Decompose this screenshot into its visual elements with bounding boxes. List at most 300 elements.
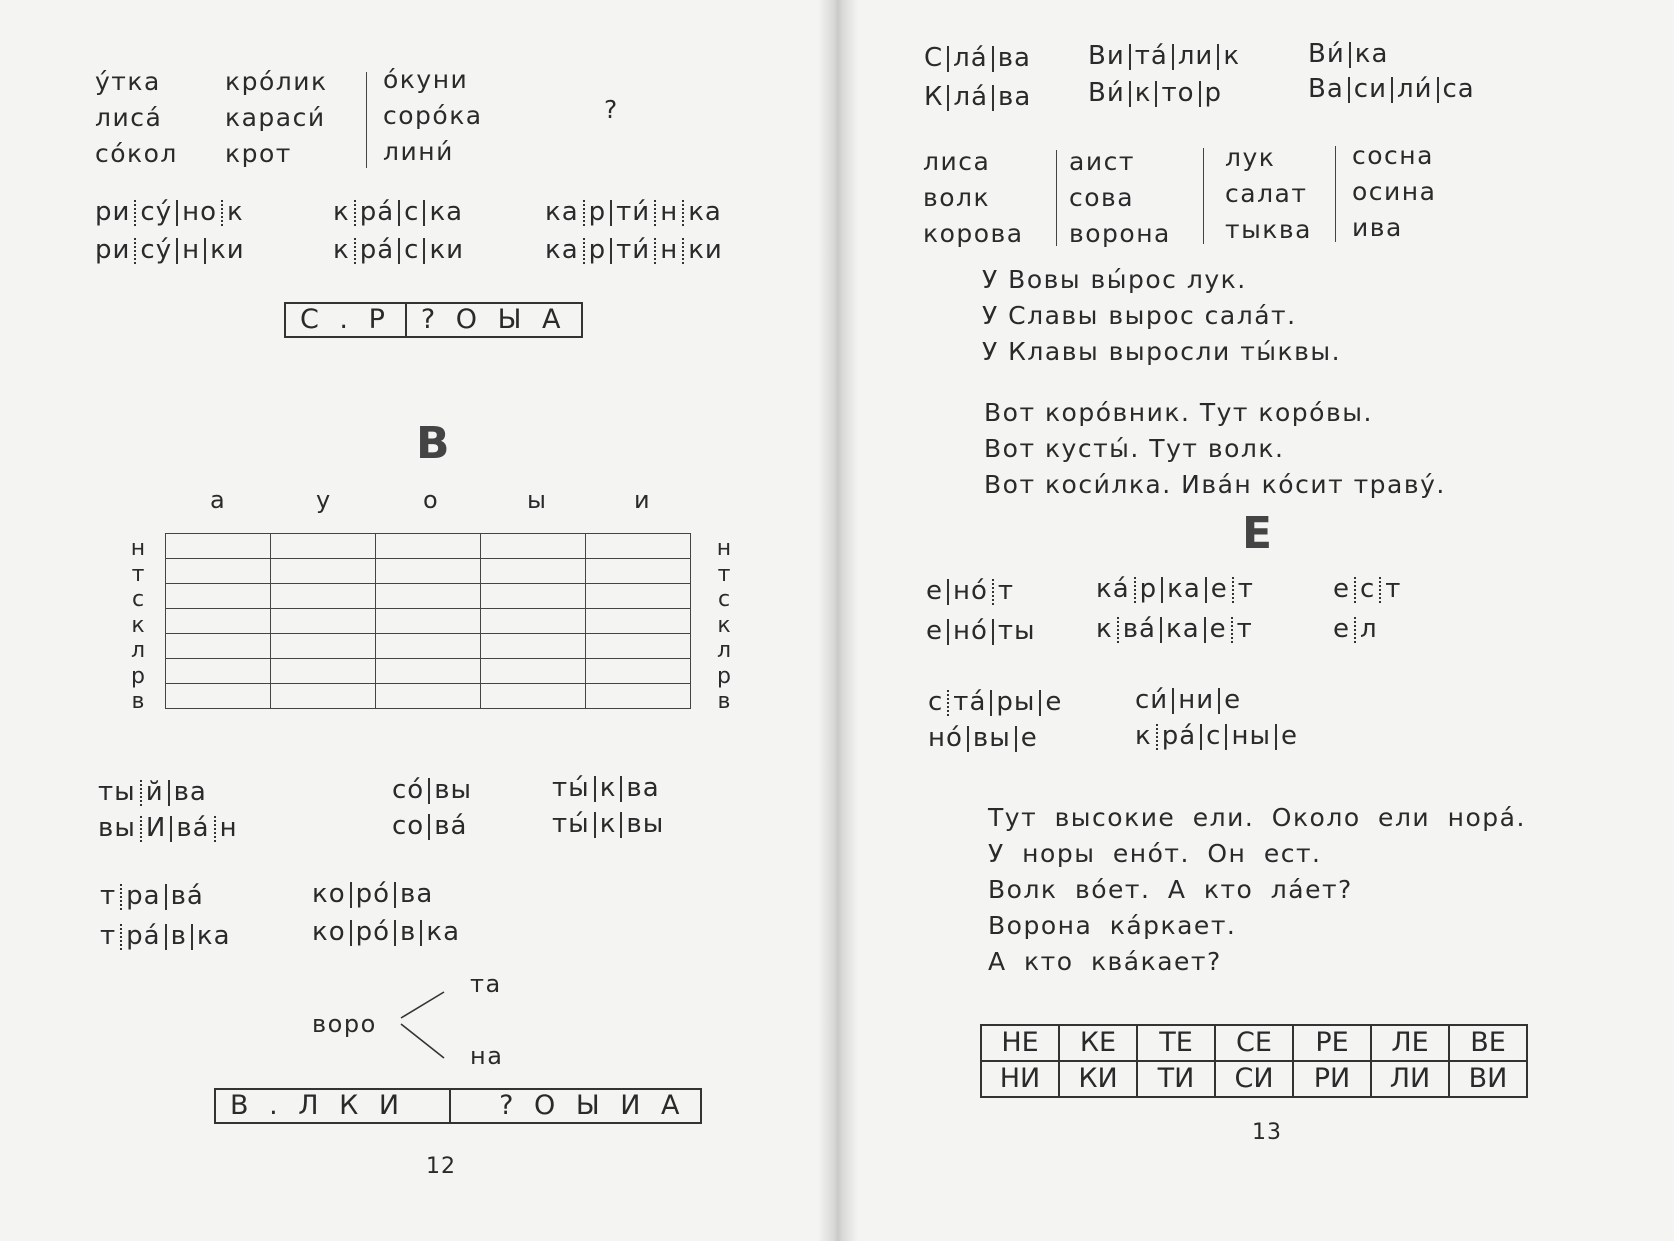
syllable: та́ — [1134, 41, 1168, 71]
grid-cell — [481, 584, 586, 609]
syllable-divider — [594, 776, 596, 802]
syllable-divider-dotted — [140, 780, 142, 806]
consonant: к — [717, 612, 731, 638]
grid-cell — [586, 634, 691, 659]
syllable: ка — [1354, 39, 1389, 69]
grid-cell — [481, 684, 586, 709]
syllable: е — [1210, 574, 1228, 604]
syllable: ны — [1231, 721, 1271, 751]
syllable-word — [552, 809, 664, 839]
sentence: У Клавы выросли ты́квы. — [982, 337, 1342, 366]
syllable: ва — [400, 879, 434, 909]
syllable: ри — [95, 235, 131, 265]
syllable-cell: СЕ — [1215, 1025, 1293, 1061]
syllable: ка — [1165, 614, 1200, 644]
section-letter: В — [416, 418, 450, 469]
syllable-name — [1308, 39, 1388, 69]
grid-row — [166, 559, 691, 584]
syllable-table — [980, 1024, 1528, 1098]
syllable-divider — [1129, 81, 1131, 107]
syllable: И — [145, 813, 167, 843]
grid-cell — [166, 634, 271, 659]
puzzle-vowels: ? О Ы А — [405, 304, 581, 336]
word: аист — [1069, 147, 1135, 176]
syllable-divider — [165, 884, 167, 910]
syllable: ты́ — [552, 809, 590, 839]
word: со́кол — [95, 139, 178, 168]
syllable-divider-dotted — [134, 200, 136, 226]
word-column-2 — [225, 64, 328, 172]
word: волк — [923, 183, 991, 212]
syllable: вы — [98, 813, 136, 843]
word: кро́лик — [225, 67, 328, 96]
syllable-divider — [620, 776, 622, 802]
grid-cell — [481, 534, 586, 559]
syllable-divider — [947, 619, 949, 645]
syllable: ли́ — [1396, 74, 1433, 104]
consonant: н — [716, 536, 732, 561]
syllable-divider — [1199, 81, 1201, 107]
syllable: н — [660, 235, 679, 265]
grid-cell — [586, 609, 691, 634]
grid-cell — [166, 584, 271, 609]
word: ворона — [1069, 219, 1171, 248]
vowel-header: ы — [527, 486, 546, 514]
syllable: ки — [688, 235, 723, 265]
syllable: ка́ — [1096, 574, 1130, 604]
story-line: У норы ено́т. Он ест. — [988, 839, 1322, 868]
syllable-divider — [350, 920, 352, 946]
syllable-divider-dotted — [1354, 617, 1356, 643]
syllable: с — [404, 197, 420, 227]
syllable: ра — [126, 881, 161, 911]
syllable-divider — [1200, 724, 1202, 750]
column-divider — [366, 72, 367, 168]
branch-stem: воро — [312, 1010, 377, 1038]
syllable-divider-dotted — [992, 579, 994, 605]
syllable: н — [182, 235, 201, 265]
word: соро́ка — [383, 101, 483, 130]
syllable: н — [219, 813, 238, 843]
syllable-divider-dotted — [654, 238, 656, 264]
syllable: ва́ — [176, 813, 210, 843]
consonant: н — [130, 536, 146, 561]
consonant-column-left — [126, 536, 150, 715]
word: осина — [1352, 177, 1437, 206]
grid-cell — [586, 584, 691, 609]
syllable: с — [1206, 721, 1222, 751]
syllable: ри — [95, 197, 131, 227]
syllable-divider-dotted — [354, 200, 356, 226]
syllable-divider — [394, 882, 396, 908]
syllable-divider-dotted — [134, 238, 136, 264]
grid-row — [166, 684, 691, 709]
syllable-divider — [168, 780, 170, 806]
syllable: ко — [312, 879, 346, 909]
syllable: н — [660, 197, 679, 227]
sentence: У Славы вырос сала́т. — [982, 301, 1297, 330]
syllable: Ви́ — [1308, 39, 1345, 69]
story-line: Тут высокие ели. Около ели нора́. — [988, 803, 1526, 832]
consonant: л — [130, 638, 146, 663]
syllable-divider — [1205, 577, 1207, 603]
syllable-divider-dotted — [120, 884, 122, 910]
word: лук — [1225, 143, 1276, 172]
syllable-cell: ВЕ — [1449, 1025, 1527, 1061]
story-line: Ворона ка́ркает. — [988, 911, 1237, 940]
syllable-divider — [1161, 577, 1163, 603]
grid-row — [166, 534, 691, 559]
syllable: е — [1280, 721, 1298, 751]
consonant: к — [131, 612, 145, 638]
syllable: ва́ — [434, 811, 468, 841]
syllable-cell: СИ — [1215, 1061, 1293, 1097]
puzzle-consonants: С . Р — [300, 304, 391, 335]
syllable-word — [1333, 614, 1378, 644]
syllable-divider — [1015, 726, 1017, 752]
syllable: ва́ — [1122, 614, 1156, 644]
vowel-header: о — [423, 486, 438, 514]
grid-cell — [271, 659, 376, 684]
syllable: но́ — [928, 723, 963, 753]
syllable: ра́ — [359, 197, 395, 227]
syllable-cell: РИ — [1293, 1061, 1371, 1097]
syllable-divider — [1437, 77, 1439, 103]
word: караси́ — [225, 103, 326, 132]
syllable: к — [599, 773, 617, 803]
syllable: е — [1045, 687, 1063, 717]
consonant: р — [717, 663, 731, 689]
syllable-divider — [420, 920, 422, 946]
syllable: но́ — [953, 576, 988, 606]
syllable-cell: КИ — [1059, 1061, 1137, 1097]
syllable-divider — [428, 814, 430, 840]
syllable-divider — [394, 920, 396, 946]
syllable-cell: ЛЕ — [1371, 1025, 1449, 1061]
syllable-divider — [992, 619, 994, 645]
word: у́тка — [95, 67, 161, 96]
syllable: к — [227, 197, 244, 227]
syllable-divider — [620, 812, 622, 838]
syllable-word — [333, 197, 463, 227]
word-column-3 — [1225, 140, 1312, 248]
syllable-divider-dotted — [1134, 577, 1136, 603]
syllable-word — [98, 777, 207, 807]
grid-cell — [481, 634, 586, 659]
consonant: с — [717, 587, 731, 612]
syllable: си́ — [1135, 685, 1169, 715]
grid-cell — [586, 559, 691, 584]
syllable: ты́ — [552, 773, 590, 803]
syllable: ты — [997, 616, 1036, 646]
syllable-divider — [423, 238, 425, 264]
question-mark: ? — [604, 95, 619, 124]
syllable-word — [392, 811, 467, 841]
consonant: р — [131, 663, 145, 689]
grid-cell — [271, 584, 376, 609]
syllable-divider — [1160, 617, 1162, 643]
vowel-header: и — [634, 486, 650, 514]
consonant: т — [717, 561, 731, 587]
grid-cell — [586, 684, 691, 709]
story-line: Волк во́ет. А кто ла́ет? — [988, 875, 1353, 904]
syllable: к — [1134, 78, 1152, 108]
syllable-name — [924, 43, 1031, 73]
syllable: с — [928, 687, 944, 717]
syllable-word — [1135, 721, 1298, 751]
puzzle-consonants: В . Л К И — [230, 1090, 406, 1121]
syllable-divider — [170, 816, 172, 842]
syllable: Ви — [1088, 41, 1125, 71]
grid-cell — [481, 559, 586, 584]
syllable-divider — [398, 238, 400, 264]
syllable-divider-dotted — [583, 200, 585, 226]
syllable-divider-dotted — [221, 200, 223, 226]
syllable-divider — [176, 200, 178, 226]
grid-cell — [376, 584, 481, 609]
grid-cell — [271, 634, 376, 659]
syllable: ки — [429, 235, 465, 265]
syllable-divider-dotted — [682, 200, 684, 226]
page-number: 13 — [1252, 1120, 1282, 1145]
section-letter: Е — [1242, 508, 1273, 559]
syllable-divider — [1225, 724, 1227, 750]
syllable-divider — [1039, 690, 1041, 716]
column-divider — [1335, 146, 1336, 242]
syllable: ва́ — [170, 881, 204, 911]
syllable-word — [545, 235, 723, 265]
syllable: су́ — [140, 235, 173, 265]
syllable: ра́ — [1161, 721, 1197, 751]
letter-puzzle-box — [214, 1088, 702, 1124]
story-block — [988, 800, 1526, 980]
grid-cell — [376, 684, 481, 709]
syllable: ро́ — [355, 879, 391, 909]
word: сосна — [1352, 141, 1434, 170]
syllable: к — [1135, 721, 1152, 751]
syllable: ка — [545, 197, 579, 227]
syllable: ра́ — [359, 235, 395, 265]
grid-cell — [271, 684, 376, 709]
syllable-divider — [423, 200, 425, 226]
grid-row — [166, 634, 691, 659]
syllable: су́ — [140, 197, 173, 227]
syllable-divider — [1129, 44, 1131, 70]
word-column-3 — [383, 62, 483, 170]
word: крот — [225, 139, 292, 168]
syllable: т — [100, 921, 117, 951]
syllable-name — [1088, 78, 1222, 108]
sentences-block — [984, 395, 1446, 503]
syllable: вы — [972, 723, 1011, 753]
word: лини́ — [383, 137, 454, 166]
syllable: ты — [98, 777, 136, 807]
syllable: к — [1223, 41, 1241, 71]
grid-cell — [271, 534, 376, 559]
syllable-divider — [947, 579, 949, 605]
syllable-word — [312, 917, 460, 947]
column-divider — [1056, 150, 1057, 246]
sentence: Вот коси́лка. Ива́н ко́сит траву́. — [984, 470, 1446, 499]
syllable-divider — [992, 46, 994, 72]
grid-cell — [166, 659, 271, 684]
puzzle-vowels: ? О Ы И А — [449, 1090, 699, 1122]
grid-cell — [376, 634, 481, 659]
syllable: ка — [545, 235, 579, 265]
syllable: р — [588, 197, 607, 227]
syllable-divider — [191, 924, 193, 950]
syllable: т — [1237, 574, 1254, 604]
syllable-divider — [1204, 617, 1206, 643]
sentence: Вот кусты́. Тут волк. — [984, 434, 1285, 463]
syllable-cell: НИ — [981, 1061, 1059, 1097]
word: сова — [1069, 183, 1135, 212]
syllable-divider-dotted — [1117, 617, 1119, 643]
syllable: р — [1204, 78, 1223, 108]
syllable-word — [926, 616, 1036, 646]
syllable: т — [997, 576, 1015, 606]
grid-row — [166, 584, 691, 609]
grid-cell — [586, 534, 691, 559]
syllable: к — [599, 809, 617, 839]
syllable-divider — [610, 238, 612, 264]
syllable: ва — [998, 82, 1032, 112]
grid-cell — [271, 559, 376, 584]
syllable: та́ — [953, 687, 987, 717]
grid-cell — [481, 609, 586, 634]
syllable: к — [333, 197, 350, 227]
syllable: ли — [1177, 41, 1214, 71]
syllable-word — [1096, 574, 1254, 604]
syllable-cell: НЕ — [981, 1025, 1059, 1061]
syllable: ра́ — [126, 921, 161, 951]
syllable-divider-dotted — [947, 690, 949, 716]
syllable-row-top — [981, 1025, 1527, 1061]
syllable: ка — [429, 197, 464, 227]
syllable: в — [170, 921, 187, 951]
grid-cell — [166, 684, 271, 709]
syllable-divider-dotted — [120, 924, 122, 950]
syllable: т — [1385, 574, 1402, 604]
syllable: е — [1224, 685, 1242, 715]
page-number: 12 — [426, 1154, 456, 1179]
syllable: ка — [688, 197, 722, 227]
syllable-name — [1088, 41, 1240, 71]
syllable-divider — [1348, 77, 1350, 103]
syllable: К — [924, 82, 944, 112]
syllable-divider — [204, 238, 206, 264]
syllable-divider — [1391, 77, 1393, 103]
syllable-grid — [165, 533, 691, 709]
grid-row — [166, 609, 691, 634]
syllable-cell: КЕ — [1059, 1025, 1137, 1061]
grid-cell — [376, 609, 481, 634]
consonant: т — [131, 561, 145, 587]
syllable: Ва — [1308, 74, 1344, 104]
syllable: е — [926, 576, 943, 606]
syllable-word — [545, 197, 722, 227]
syllable: вы — [626, 809, 665, 839]
syllable-name — [924, 82, 1031, 112]
syllable: ка — [196, 921, 231, 951]
syllable: е — [1020, 723, 1038, 753]
syllable-word — [392, 775, 472, 805]
sentences-block — [982, 262, 1341, 370]
syllable-divider-dotted — [140, 816, 142, 842]
syllable: ва — [173, 777, 207, 807]
syllable-cell: РЕ — [1293, 1025, 1371, 1061]
consonant-column-right — [712, 536, 736, 715]
syllable-word — [312, 879, 433, 909]
syllable-divider — [165, 924, 167, 950]
syllable-divider — [176, 238, 178, 264]
syllable: си — [1353, 74, 1387, 104]
syllable-divider — [398, 200, 400, 226]
syllable-divider-dotted — [682, 238, 684, 264]
syllable: ка — [1167, 574, 1201, 604]
syllable-word — [100, 881, 204, 911]
syllable-divider-dotted — [354, 238, 356, 264]
syllable-cell: ТЕ — [1137, 1025, 1215, 1061]
syllable: но́ — [953, 616, 988, 646]
syllable: ко — [312, 917, 346, 947]
syllable-word — [1333, 574, 1401, 604]
syllable-cell: ЛИ — [1371, 1061, 1449, 1097]
syllable: ла́ — [953, 82, 989, 112]
syllable: Ви́ — [1088, 78, 1125, 108]
syllable-word — [333, 235, 464, 265]
sentence: Вот коро́вник. Тут коро́вы. — [984, 398, 1373, 427]
story-line: А кто ква́кает? — [988, 947, 1222, 976]
syllable-divider — [1218, 688, 1220, 714]
word: лиса́ — [95, 103, 163, 132]
syllable: ва — [997, 43, 1031, 73]
syllable: со — [392, 811, 425, 841]
syllable-word — [1135, 685, 1241, 715]
syllable: к — [1096, 614, 1113, 644]
syllable: т — [100, 881, 117, 911]
syllable-divider — [1349, 42, 1351, 68]
grid-cell — [376, 659, 481, 684]
syllable-name — [1308, 74, 1475, 104]
branch-top: та — [470, 970, 502, 998]
branch-bottom: на — [470, 1042, 504, 1070]
syllable-divider-dotted — [1354, 577, 1356, 603]
syllable: ти́ — [616, 197, 651, 227]
word-column-1 — [95, 64, 178, 172]
syllable: то — [1161, 78, 1195, 108]
syllable-divider — [1172, 44, 1174, 70]
syllable-divider-dotted — [583, 238, 585, 264]
syllable-divider-dotted — [1156, 724, 1158, 750]
syllable-divider — [1217, 44, 1219, 70]
grid-cell — [376, 534, 481, 559]
word: тыква — [1225, 215, 1312, 244]
syllable: С — [924, 43, 944, 73]
syllable-divider — [967, 726, 969, 752]
syllable: са — [1442, 74, 1475, 104]
grid-cell — [166, 559, 271, 584]
grid-cell — [586, 659, 691, 684]
syllable: с — [1360, 574, 1376, 604]
syllable: ни — [1178, 685, 1215, 715]
syllable: ка — [426, 917, 461, 947]
syllable-row-bottom — [981, 1061, 1527, 1097]
syllable: со́ — [392, 775, 425, 805]
syllable: с — [404, 235, 420, 265]
syllable: в — [400, 917, 417, 947]
syllable-divider — [350, 882, 352, 908]
